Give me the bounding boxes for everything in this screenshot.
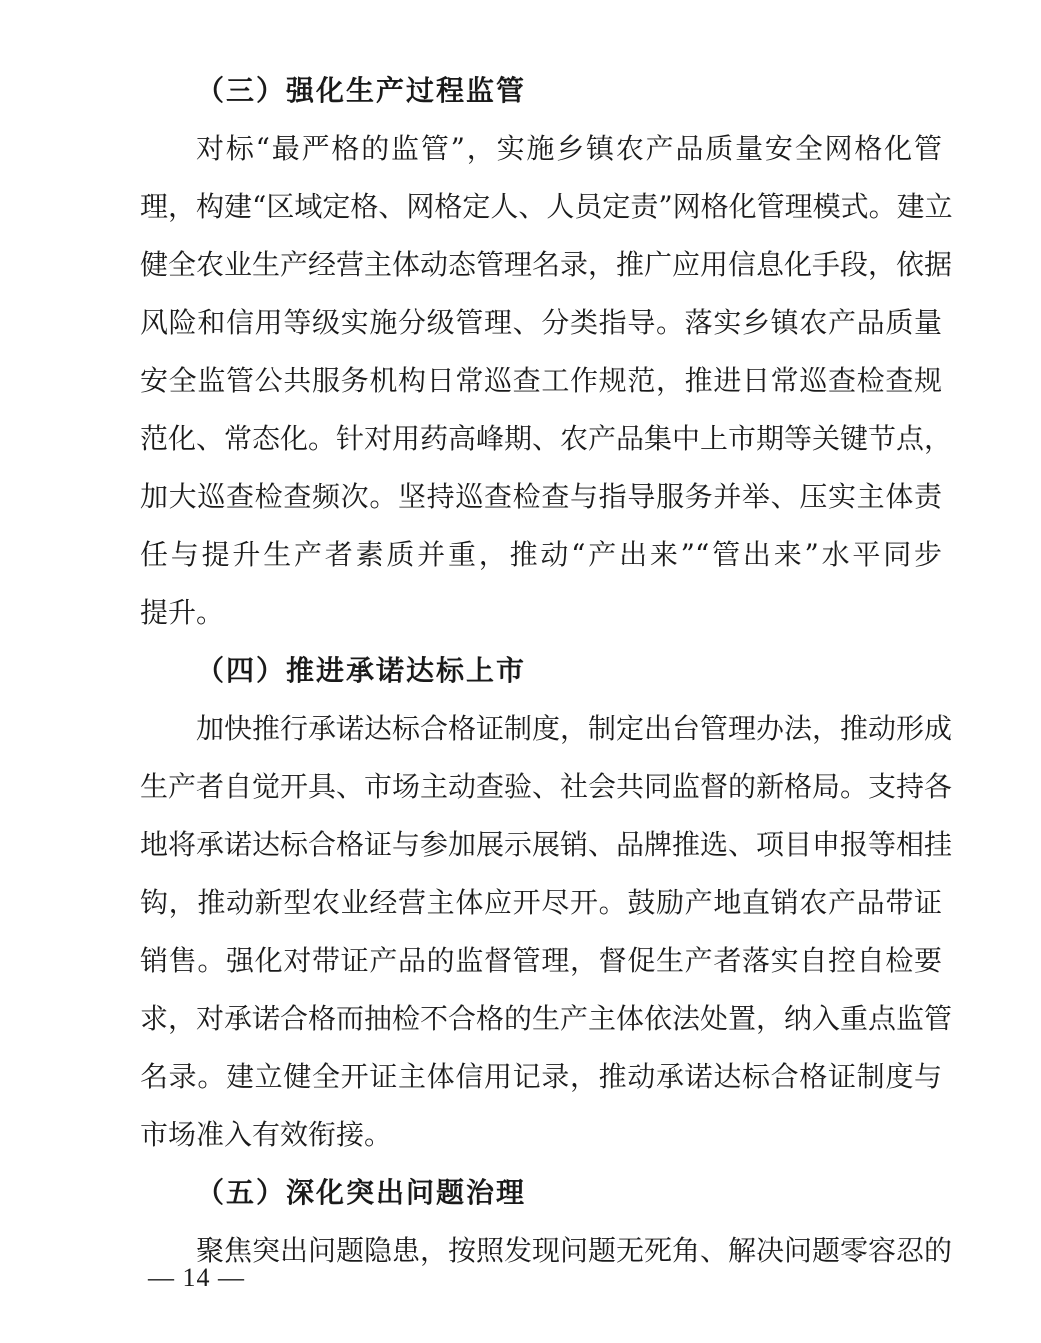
paragraph-line: 任与提升生产者素质并重，推动“产出来”“管出来”水平同步 [140, 538, 942, 571]
paragraph-line: 加大巡查检查频次。坚持巡查检查与指导服务并举、压实主体责 [140, 480, 942, 513]
paragraph-line: 钩，推动新型农业经营主体应开尽开。鼓励产地直销农产品带证 [140, 886, 942, 919]
page-number: — 14 — [148, 1263, 245, 1292]
paragraph [140, 700, 953, 1164]
section-5 [140, 1164, 953, 1280]
section-heading: （三）强化生产过程监管 [196, 74, 527, 107]
section-4 [140, 642, 953, 1164]
paragraph-line: 安全监管公共服务机构日常巡查工作规范，推进日常巡查检查规 [140, 364, 942, 397]
section-heading: （四）推进承诺达标上市 [196, 654, 527, 687]
paragraph-line: 生产者自觉开具、市场主动查验、社会共同监督的新格局。支持各 [140, 770, 953, 803]
paragraph-line: 健全农业生产经营主体动态管理名录，推广应用信息化手段，依据 [140, 248, 953, 281]
paragraph-line: 范化、常态化。针对用药高峰期、农产品集中上市期等关键节点， [140, 422, 953, 455]
paragraph-line: 风险和信用等级实施分级管理、分类指导。落实乡镇农产品质量 [140, 306, 942, 339]
paragraph [140, 120, 953, 642]
paragraph-line: 加快推行承诺达标合格证制度，制定出台管理办法，推动形成 [196, 712, 953, 745]
paragraph-line: 理，构建“区域定格、网格定人、人员定责”网格化管理模式。建立 [140, 190, 953, 223]
paragraph-line: 提升。 [140, 596, 225, 629]
paragraph-line: 市场准入有效衔接。 [140, 1118, 393, 1151]
section-3 [140, 62, 953, 642]
paragraph-line: 地将承诺达标合格证与参加展示展销、品牌推选、项目申报等相挂 [140, 828, 953, 861]
paragraph-line: 名录。建立健全开证主体信用记录，推动承诺达标合格证制度与 [140, 1060, 942, 1093]
paragraph-line: 聚焦突出问题隐患，按照发现问题无死角、解决问题零容忍的 [196, 1234, 953, 1267]
section-heading: （五）深化突出问题治理 [196, 1176, 527, 1209]
paragraph-line: 销售。强化对带证产品的监督管理，督促生产者落实自控自检要 [140, 944, 942, 977]
paragraph-line: 求，对承诺合格而抽检不合格的生产主体依法处置，纳入重点监管 [140, 1002, 953, 1035]
paragraph-line: 对标“最严格的监管”，实施乡镇农产品质量安全网格化管 [196, 132, 942, 165]
paragraph [140, 1222, 953, 1280]
document-body [140, 62, 953, 1280]
